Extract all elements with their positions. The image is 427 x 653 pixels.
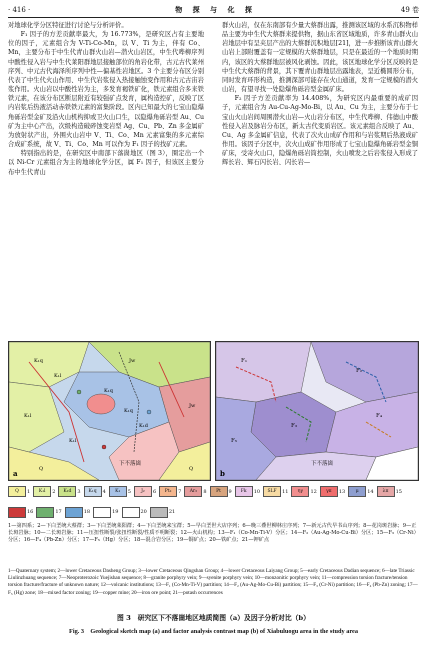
legend-item — [235, 483, 260, 501]
map-unit-label: F₄ — [376, 413, 383, 419]
legend-item — [291, 483, 316, 501]
legend-swatch — [8, 507, 26, 518]
legend-symbol: λπ — [382, 489, 389, 495]
legend-swatch — [33, 486, 51, 497]
map-unit-label: Q — [189, 466, 194, 472]
paragraph: F₁ 因子的方差贡献率最大，为 16.773%，是研究区占有主要地位的因子，元素组合为 V-Ti-Co-Mn，以 V、Ti 为主，伴有 Co、Mn，主要分布于中生代青山群火山岩—潜火山岩区，中生代哔柳序列中酸性侵入岩与中生代莱阳群地层接触部位的角岩化带，古元古代莱州序列、中元古代海泽所序列中性—偏基性岩地区。3 个主要分布区分别代表了中生代火山作用、中生代岩浆侵入热接触蚀变作用和古元古宙岩浆作用。火山岩以中酸性岩为主，多发育褐铁矿化，铁元素组合多来铁铁元素，在该分布区断层附近有较强矿点发育，属构造控矿，反映了区内岩浆后热液活动赤铁铁元素的富集阶段。区内已知最大的七宝山隐爆角砾岩型金矿及沿火山机构抑或卫火山口生，以隐爆角砾岩型 Au、Cu 矿为主中心产出，次级构造破碎蚀变岩型 Ag、Cu、Pb、Zn 多金属矿为放射状产出，外围火山岩中 V、Ti、Co、Mn 元素富集的多元素综合成矿系统，故 V、Ti、Co、Mn 可以作为 F₁ 因子的找矿元素。 — [8, 31, 204, 149]
header-rule — [8, 17, 419, 18]
left-text-column — [8, 21, 204, 339]
legend-swatch — [235, 486, 253, 497]
map-unit-label: F₅ — [231, 438, 238, 444]
place-name-label: 下不落崮 — [119, 461, 142, 467]
map-unit-label: K₁q — [124, 408, 133, 414]
legend-symbol: K₁d — [63, 489, 72, 495]
legend-item — [33, 483, 55, 501]
legend-item — [109, 483, 131, 501]
legend-item — [8, 483, 30, 501]
figure-caption-chinese: 1—第四系；2—下白垩统大蔡群；3—下白垩统莱阳群；4—下白垩统来宝群；5—早白垩世大店序列；6—晚三叠世柳林庄序列；7—新元古代早书山序列；8—花岗斑岩脉；9—正长斑岩脉；10—二长斑岩脉；11—压扭性断裂/张扭性断裂/性质不明断裂；12—火山机构；13—F₁（Co-Mn-Ti-V）分区；14—F₂（Au-Ag-Mo-Cu-Bi）分区；15—F₃（Cr-Ni）分区；16—F₄（Pb-Zn）分区；17—F₅（Hg）分区；18—混合岩分区；19—铜矿点；20—铁矿点；21—钾矿点 — [8, 523, 419, 544]
legend-number: 6 — [152, 488, 157, 495]
legend-symbol: ηγ — [297, 489, 304, 495]
journal-title: 物 探 与 化 探 — [175, 5, 256, 14]
legend-item — [377, 483, 402, 501]
legend-number: 11 — [282, 488, 289, 495]
legend-item — [58, 483, 80, 501]
legend-swatch — [320, 486, 338, 497]
legend-item — [348, 483, 373, 501]
legend-item — [84, 483, 106, 501]
paragraph: F₂ 因子方差贡献率为 14.408%，为研究区内最重要的成矿因子，元素组合为 Au-Cu-Ag-Mo-Bi，以 Au、Cu 为主，主要分布于七宝山火山岩间周围潜火山岩—火山岩分布区，中生代哔柳、伟德山中酸性侵入岩及脉岩分布区，新太古代变质岩区。该元素组合反映了 Au、Cu、Ag 多金属矿信息，代表了次火山成矿作用和与岩浆期后热液成矿作用。该因子分区中，次火山成矿作用形成了七宝山隐爆角砾岩型金铜矿床，受寄火山口，隐爆角砾岩筒控制，火山喷发之后岩浆侵入形成了辉长岩、辉石闪长岩、闪长岩— — [222, 95, 418, 167]
legend-swatch — [122, 507, 140, 518]
legend-symbol: K₁l — [38, 489, 46, 495]
map-legend — [8, 483, 419, 521]
legend-number: 14 — [367, 488, 374, 495]
legend-number: 13 — [338, 488, 346, 495]
legend-swatch — [84, 486, 102, 497]
legend-number: 20 — [140, 509, 147, 516]
legend-number: 17 — [55, 509, 62, 516]
legend-symbol: Fk — [240, 489, 247, 495]
factor-analysis-map — [215, 341, 419, 481]
running-header — [8, 4, 419, 16]
legend-symbol: SLF — [267, 489, 277, 495]
legend-item — [263, 483, 288, 501]
panel-label: b — [220, 469, 225, 478]
figure-3 — [8, 341, 419, 479]
legend-symbol: Q — [15, 489, 19, 495]
map-unit-label: K₁l — [24, 413, 32, 419]
legend-symbol: J₂ — [141, 489, 145, 495]
legend-swatch — [58, 486, 76, 497]
legend-swatch — [159, 486, 177, 497]
right-text-column — [222, 21, 418, 339]
volume-number: 49 卷 — [400, 6, 419, 14]
map-unit-label: F₁ — [241, 358, 248, 364]
legend-number: 1 — [27, 488, 31, 495]
page-number: · 416 · — [8, 6, 31, 14]
legend-item — [134, 483, 156, 501]
legend-swatch — [263, 486, 281, 497]
paragraph: 特别指出的是，在研究区中南部下落崮地区（图 3），圈定出一个以 Ni-Cr 元素组合为主的地球化学分区，属 F₁ 因子，但该区主要分布中生代青山 — [8, 150, 204, 176]
legend-number: 10 — [253, 488, 261, 495]
legend-number: 18 — [83, 509, 91, 516]
legend-swatch — [210, 486, 228, 497]
legend-item — [93, 504, 118, 522]
map-unit-label: Q — [39, 466, 44, 472]
legend-item — [36, 504, 61, 522]
map-unit-label: K₁l — [54, 373, 62, 379]
geological-sketch-map — [8, 341, 211, 481]
legend-item — [320, 483, 345, 501]
map-unit-label: F₂ — [356, 368, 363, 374]
legend-item — [65, 504, 90, 522]
panel-label: a — [13, 469, 18, 478]
map-unit-label: F₃ — [291, 423, 298, 429]
legend-number: 5 — [127, 488, 131, 495]
legend-item — [122, 504, 147, 522]
legend-number: 3 — [77, 488, 81, 495]
legend-number: 15 — [395, 488, 402, 495]
legend-number: 2 — [52, 488, 56, 495]
legend-swatch — [36, 507, 54, 518]
legend-swatch — [8, 486, 26, 497]
legend-swatch — [348, 486, 366, 497]
figure-title-english: Fig. 3 Geological sketch map (a) and factor analysis contrast map (b) of Xiabuluogu area in the study area — [69, 628, 358, 635]
legend-symbol: μ — [355, 489, 359, 495]
legend-swatch — [134, 486, 152, 497]
paragraph: 群火山岩，仅在东南部有少量大蔡群出露，推测该区域的水系沉积物样品主要为中生代大蔡群来提供物，据山东省区域地质，许多青山群火山岩地层中有呈夹层产出的大蔡群沉积地层[21]，进一步推断该青山群火山岩上部附覆盖有一定规模的大蔡群地层，只是在最近的一个地质时期内，该区的大蔡群地层被风化剥蚀。因此，该区地球化学分区反映的是中生代大蔡群的背景，其下覆青山群地层出露地表，呈近椭圆形分布，同时发育环形构造，推测深部可能存在火山通道，发育一定规模的潜火山岩，有望寻找一处隐爆角砾岩型金属矿床。 — [222, 22, 418, 94]
legend-number: 21 — [168, 509, 176, 516]
legend-number: 9 — [228, 488, 232, 495]
legend-number: 8 — [203, 488, 207, 495]
place-name-label: 下不落崮 — [311, 461, 334, 467]
legend-symbol: K₁q — [88, 489, 97, 495]
figure-title-chinese: 图 3 研究区下不落崮地区地质简图（a）及因子分析对比（b） — [117, 614, 310, 622]
legend-number: 4 — [102, 488, 106, 495]
legend-swatch — [377, 486, 395, 497]
map-unit-label: K₁l — [69, 438, 77, 444]
figure-caption-english: 1—Quaternary system; 2—lower Cretaceous Dasheng Group; 3—lower Cretaceous Qingshan Group; 4—lower Cretaceous Laiyang Group; 5—early Cretaceous Dadian sequence; 6—late Triassic Liulinzhuang sequence; 7—Neoproterozoic Yuejishan sequence; 8—granite porphyry vein; 9—syenite porphyry vein; 10—monzonitic porphyry vein; 11—compression torsion fracture/tension torsion fracture/fracture of unknown nature; 12—volcanic institutions; 13—F₁ (Co-Mn-Ti-V) partition; 14—F₂ (Au-Ag-Mo-Cu-Bi) partition; 15—F₃ (Cr-Ni) partition; 16—F₄ (Pb-Zn) zoning; 17—F₅ (Hg) zone; 18—mixed factor zoning; 19—copper mine; 20—iron ore point; 21—potash occurrences — [8, 568, 418, 596]
map-unit-label: K₁q — [34, 358, 43, 364]
paragraph: 对地球化学分区特征进行讨论与分析评价。 — [8, 22, 128, 29]
map-unit-label: K₁d — [139, 423, 148, 429]
legend-symbol: K₁ — [115, 489, 121, 495]
map-unit-label: Jw — [129, 358, 136, 364]
legend-symbol: γπ — [325, 489, 332, 495]
legend-item — [210, 483, 232, 501]
legend-swatch — [93, 507, 111, 518]
legend-swatch — [291, 486, 309, 497]
legend-item — [150, 504, 175, 522]
legend-swatch — [184, 486, 202, 497]
legend-swatch — [150, 507, 168, 518]
legend-number: 16 — [27, 509, 34, 516]
legend-number: 12 — [310, 488, 317, 495]
legend-item — [184, 483, 206, 501]
legend-symbol: Pt — [216, 489, 221, 495]
legend-symbol: Pt₂ — [164, 489, 172, 495]
map-unit-label: K₁q — [104, 388, 113, 394]
legend-number: 19 — [112, 509, 119, 516]
map-unit-label: Jw — [189, 403, 196, 409]
legend-symbol: Ar₃ — [189, 489, 197, 495]
legend-swatch — [109, 486, 127, 497]
legend-item — [8, 504, 33, 522]
legend-swatch — [65, 507, 83, 518]
legend-item — [159, 483, 181, 501]
legend-number: 7 — [178, 488, 182, 495]
